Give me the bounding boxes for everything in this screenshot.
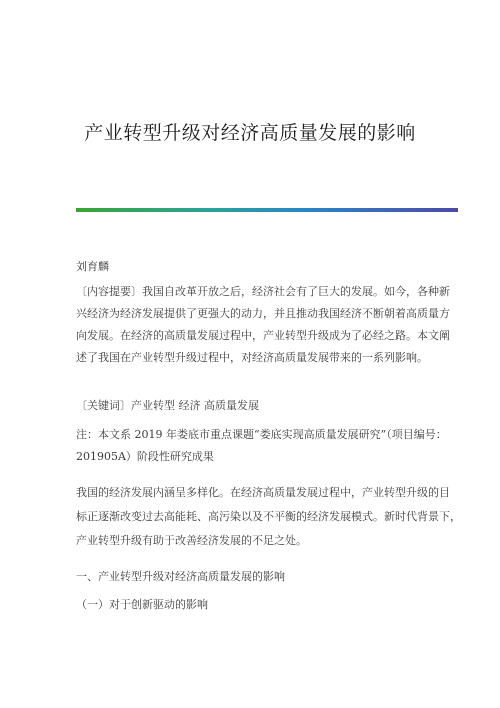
intro-line: 我国的经济发展内涵呈多样化。在经济高质量发展过程中，产业转型升级的目 — [76, 486, 450, 499]
intro-line: 产业转型升级有助于改善经济发展的不足之处。 — [76, 534, 307, 547]
abstract-line: 〔内容提要〕我国自改革开放之后，经济社会有了巨大的发展。如今，各种新 — [76, 285, 450, 298]
note-line: 注：本文系 2019 年娄底市重点课题“娄底实现高质量发展研究”（项目编号： — [76, 428, 447, 441]
title-divider — [76, 208, 458, 212]
note-line: 201905A）阶段性研究成果 — [76, 450, 214, 463]
abstract-paragraph — [76, 285, 450, 373]
note-paragraph — [76, 428, 447, 472]
intro-line: 标正逐渐改变过去高能耗、高污染以及不平衡的经济发展模式。新时代背景下， — [76, 510, 461, 523]
keywords-line: 〔关键词〕产业转型 经济 高质量发展 — [76, 399, 259, 412]
page-title: 产业转型升级对经济高质量发展的影响 — [84, 122, 416, 144]
author-name: 刘育麟 — [76, 260, 109, 273]
abstract-line: 述了我国在产业转型升级过程中，对经济高质量发展带来的一系列影响。 — [76, 351, 428, 364]
intro-paragraph — [76, 486, 461, 556]
abstract-line: 向发展。在经济的高质量发展过程中，产业转型升级成为了必经之路。本文阐 — [76, 329, 450, 342]
section-heading: 一、产业转型升级对经济高质量发展的影响 — [76, 570, 285, 583]
subsection-heading: （一）对于创新驱动的影响 — [76, 598, 208, 611]
abstract-line: 兴经济为经济发展提供了更强大的动力，并且推动我国经济不断朝着高质量方 — [76, 307, 450, 320]
